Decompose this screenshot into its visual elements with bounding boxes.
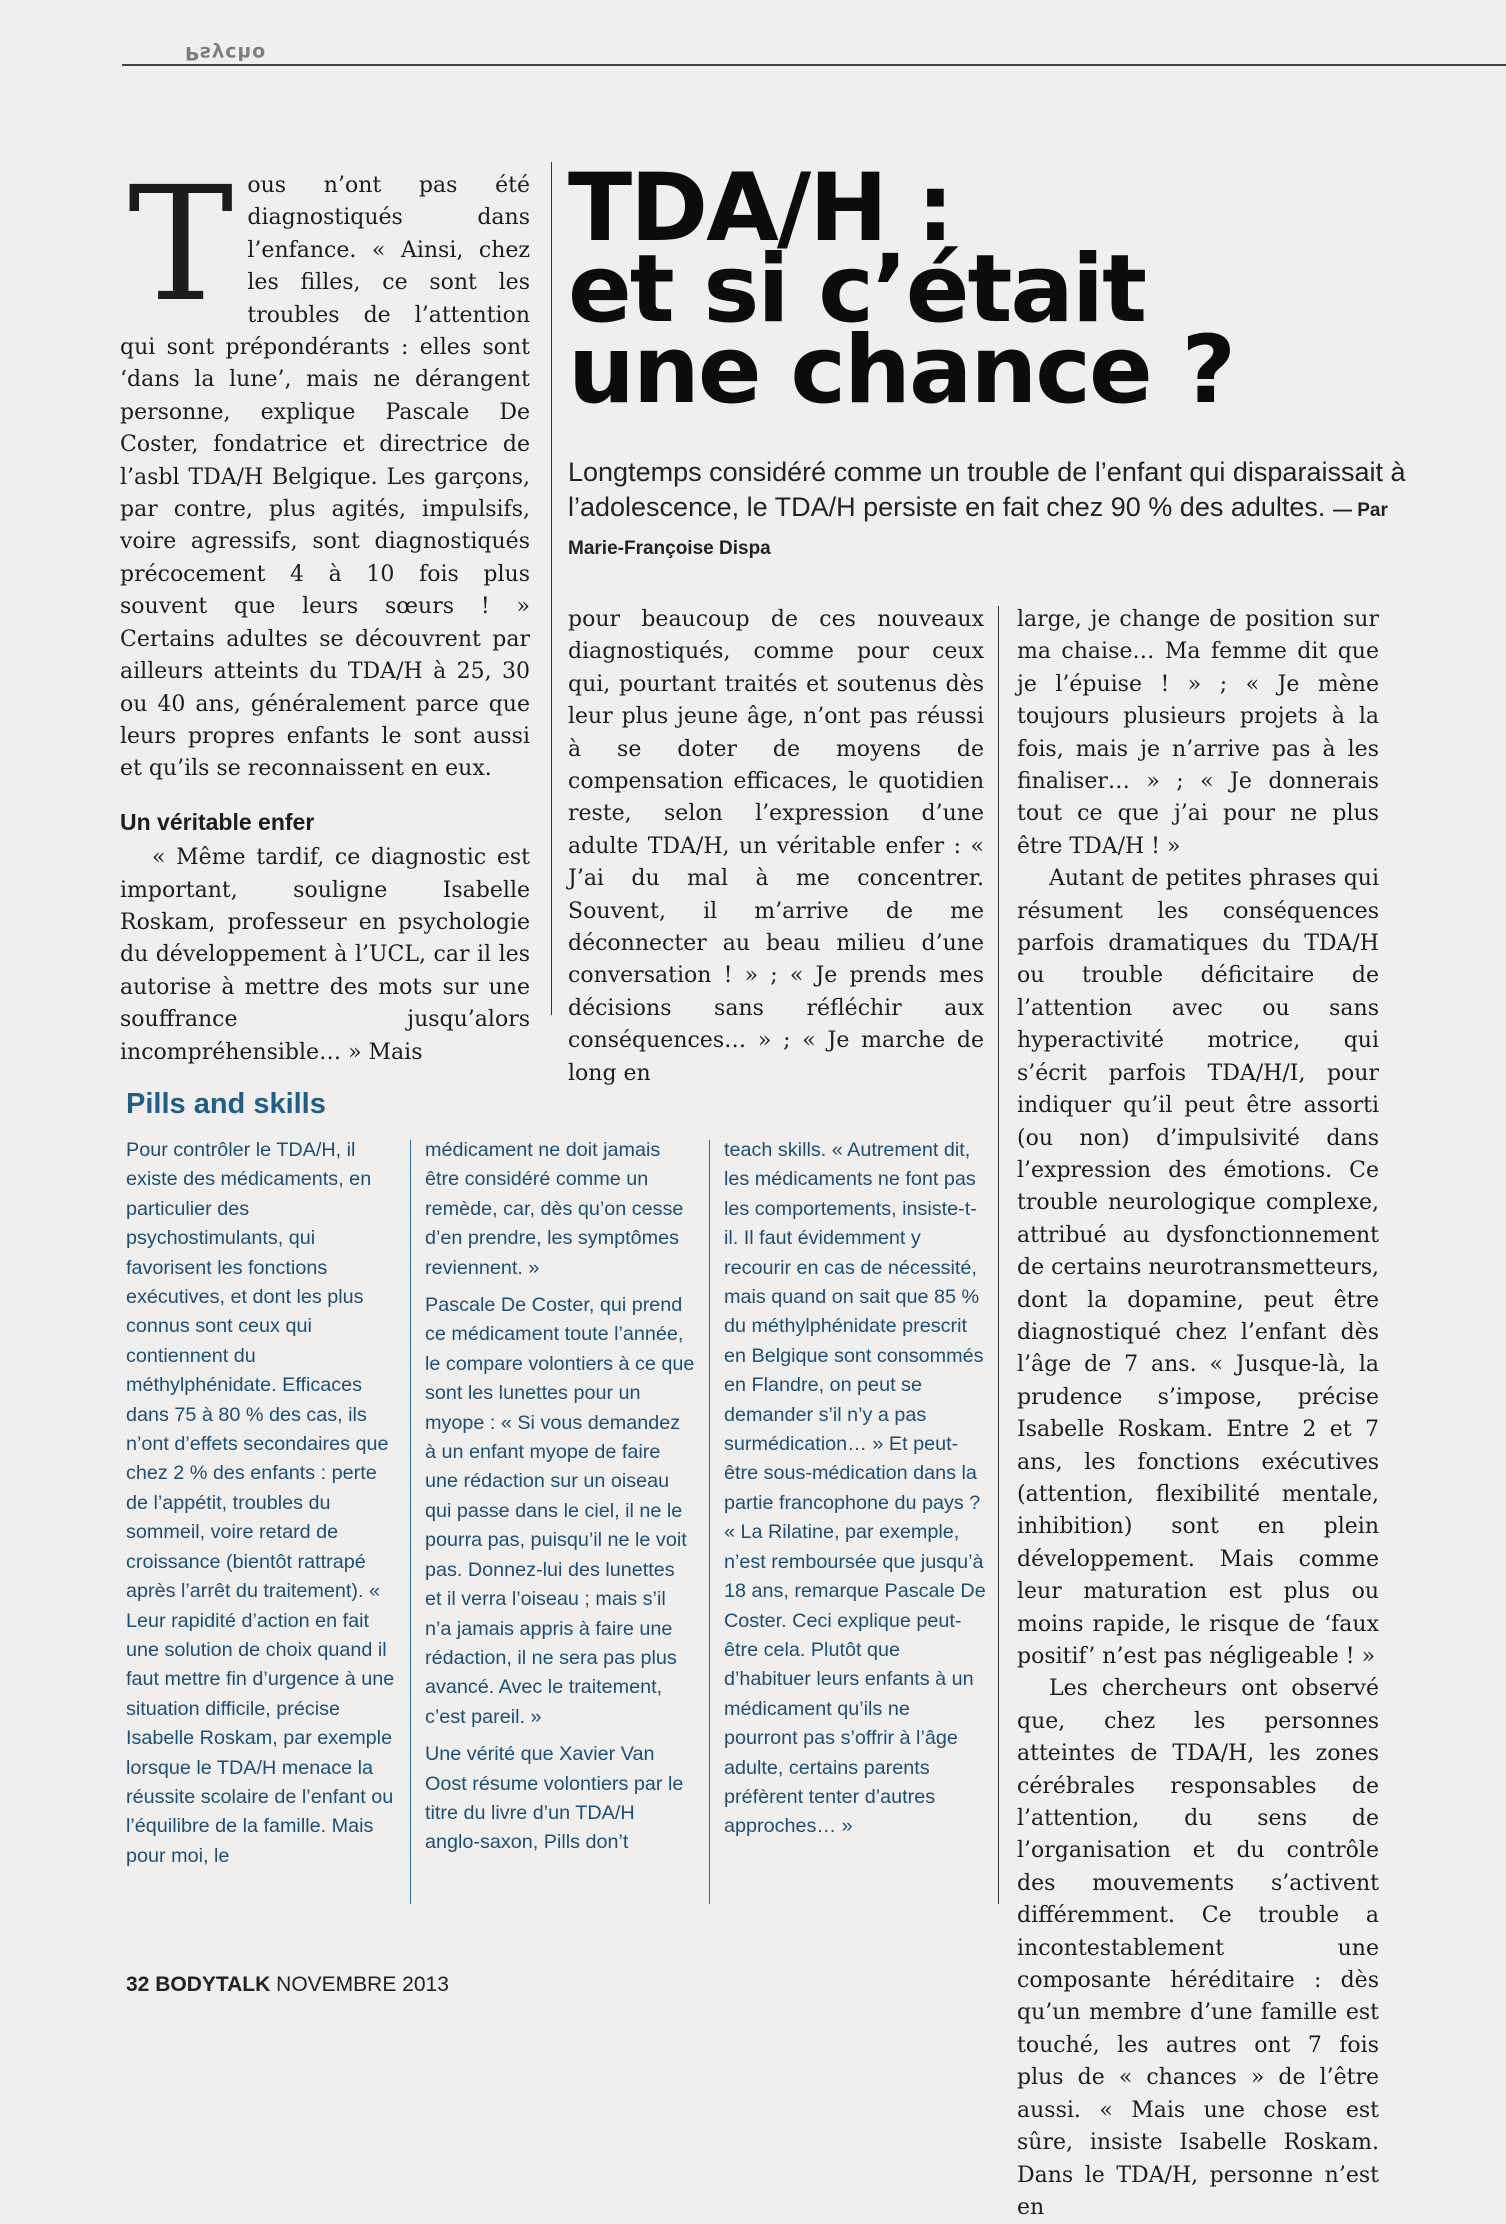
- box-column-2-paragraph-1: médicament ne doit jamais être considéré comme un remède, car, dès qu’on cesse d’en prendre, les symptômes reviennent. »: [425, 1139, 684, 1279]
- column-rule: [551, 162, 552, 1015]
- title-line-2: et si c’était: [568, 235, 1146, 344]
- issue-date: NOVEMBRE 2013: [276, 1973, 449, 1996]
- drop-cap: T: [128, 153, 234, 337]
- article-standfirst: [568, 455, 1438, 566]
- box-column-3: [724, 1136, 986, 1850]
- box-column-1-text: Pour contrôler le TDA/H, il existe des médicaments, en particulier des psychostimulants, qui favorisent les fonctions exécutives, et dont les plus connus sont ceux qui contiennent du méthylphénidate. Efficaces dans 75 à 80 % des cas, ils n’ont d’effets secondaires que chez 2 % des enfants : perte de l’appétit, troubles du sommeil, voire retard de croissance (bientôt rattrapé après l’arrêt du traitement). « Leur rapidité d’action en fait une solution de choix quand il faut mettre fin d’urgence à une situation difficile, précise Isabelle Roskam, par exemple lorsque le TDA/H menace la réussite scolaire de l’enfant ou l’équilibre de la famille. Mais pour moi, le: [126, 1139, 395, 1867]
- intro-paragraph-2: « Même tardif, ce diagnostic est important, souligne Isabelle Roskam, professeur en psychologie du développement à l’UCL, car il les autorise à mettre des mots sur une souffrance jusqu’alors incompréhensible… » Mais: [120, 845, 530, 1065]
- page-number: 32: [126, 1973, 150, 1996]
- title-line-3: une chance ?: [568, 316, 1235, 425]
- intro-paragraph: ous n’ont pas été diagnostiqués dans l’enfance. « Ainsi, chez les filles, ce sont les troubles de l’attention qui sont prépondérants : elles sont ‘dans la lune’, mais ne dérangent personne, explique Pascale De Coster, fondatrice et directrice de l’asbl TDA/H Belgique. Les garçons, par contre, plus agités, impulsifs, voire agressifs, sont diagnostiqués précocement 4 à 10 fois plus souvent que leurs sœurs ! » Certains adultes se découvrent par ailleurs atteints du TDA/H à 25, 30 ou 40 ans, généralement parce que leurs propres enfants le sont aussi et qu’ils se reconnaissent en eux.: [120, 173, 530, 782]
- title-line-1: TDA/H :: [568, 154, 953, 263]
- box-title: Pills and skills: [126, 1088, 326, 1120]
- box-column-2: [425, 1136, 695, 1866]
- standfirst-text: Longtemps considéré comme un trouble de l’enfant qui disparaissait à l’adolescence, le TDA/H persiste en fait chez 90 % des adultes.: [568, 457, 1406, 522]
- byline: — Par Marie-Françoise Dispa: [568, 500, 1388, 559]
- column-rule-2: [998, 606, 999, 1904]
- column-3-paragraph-1: large, je change de position sur ma chaise… Ma femme dit que je l’épuise ! » ; « Je mène toujours plusieurs projets à la fois, mais je n’arrive pas à les finaliser… » ; « Je donnerais tout ce que j’ai pour ne plus être TDA/H ! »: [1017, 607, 1379, 859]
- article-title: [568, 154, 1308, 425]
- box-column-2-paragraph-3: Une vérité que Xavier Van Oost résume volontiers par le titre du livre d’un TDA/H anglo-saxon, Pills don’t: [425, 1743, 684, 1854]
- column-3: [1017, 604, 1379, 2224]
- box-column-2-paragraph-2: Pascale De Coster, qui prend ce médicament toute l’année, le compare volontiers à ce que sont les lunettes pour un myope : « Si vous demandez à un enfant myope de faire une rédaction sur un oiseau qui passe dans le ciel, il ne le pourra pas, puisqu’il ne le voit pas. Donnez-lui des lunettes et il verra l’oiseau ; mais s’il n’a jamais appris à faire une rédaction, il ne sera pas plus avancé. Avec le traitement, c’est pareil. »: [425, 1294, 695, 1728]
- column-3-paragraph-3: Les chercheurs ont observé que, chez les personnes atteintes de TDA/H, les zones cérébrales responsables de l’attention, du sens de l’organisation et du contrôle des mouvements s’activent différemment. Ce trouble a incontestablement une composante héréditaire : dès qu’un membre d’une famille est touché, les autres ont 7 fois plus de « chances » de l’être aussi. « Mais une chose est sûre, insiste Isabelle Roskam. Dans le TDA/H, personne n’est en: [1017, 1676, 1379, 2220]
- magazine-name: BODYTALK: [155, 1973, 271, 1996]
- section-tag: Psycho: [185, 42, 267, 64]
- subheading: Un véritable enfer: [120, 808, 315, 835]
- box-rule-1: [410, 1140, 411, 1904]
- box-column-1: [126, 1136, 396, 1879]
- box-rule-2: [709, 1140, 710, 1904]
- column-3-paragraph-2: Autant de petites phrases qui résument les conséquences parfois dramatiques du TDA/H ou trouble déficitaire de l’attention avec ou sans hyperactivité motrice, qui s’écrit parfois TDA/H/I, pour indiquer qu’il peut être assorti (ou non) d’impulsivité dans l’expression des émotions. Ce trouble neurologique complexe, attribué au dysfonctionnement de certains neurotransmetteurs, dont la dopamine, peut être diagnostiqué chez l’enfant dès l’âge de 7 ans. « Jusque-là, la prudence s’impose, précise Isabelle Roskam. Entre 2 et 7 ans, les fonctions exécutives (attention, flexibilité mentale, inhibition) sont en plein développement. Mais comme leur maturation est plus ou moins rapide, le risque de ‘faux positif’ n’est pas négligeable ! »: [1017, 866, 1380, 1669]
- page-footer: [126, 1973, 449, 1997]
- column-2-paragraph: pour beaucoup de ces nouveaux diagnostiqués, comme pour ceux qui, pourtant traités et soutenus dès leur plus jeune âge, n’ont pas réussi à se doter de moyens de compensation efficaces, le quotidien reste, selon l’expression d’une adulte TDA/H, un véritable enfer : « J’ai du mal à me concentrer. Souvent, il m’arrive de me déconnecter au beau milieu d’une conversation ! » ; « Je prends mes décisions sans réfléchir aux conséquences… » ; « Je marche de long en: [568, 607, 984, 1086]
- intro-column: [120, 153, 530, 1069]
- box-column-3-text: teach skills. « Autrement dit, les médicaments ne font pas les comportements, insiste-t-il. Il faut évidemment y recourir en cas de nécessité, mais quand on sait que 85 % du méthylphénidate prescrit en Belgique sont consommés en Flandre, on peut se demander s’il n’y a pas surmédication… » Et peut-être sous-médication dans la partie francophone du pays ? « La Rilatine, par exemple, n’est remboursée que jusqu’à 18 ans, remarque Pascale De Coster. Ceci explique peut-être cela. Plutôt que d’habituer leurs enfants à un médicament qu’ils ne pourront pas s’offrir à l’âge adulte, certains parents préfèrent tenter d’autres approches… »: [724, 1139, 986, 1838]
- column-2: [568, 604, 984, 1090]
- top-rule: [122, 64, 1506, 66]
